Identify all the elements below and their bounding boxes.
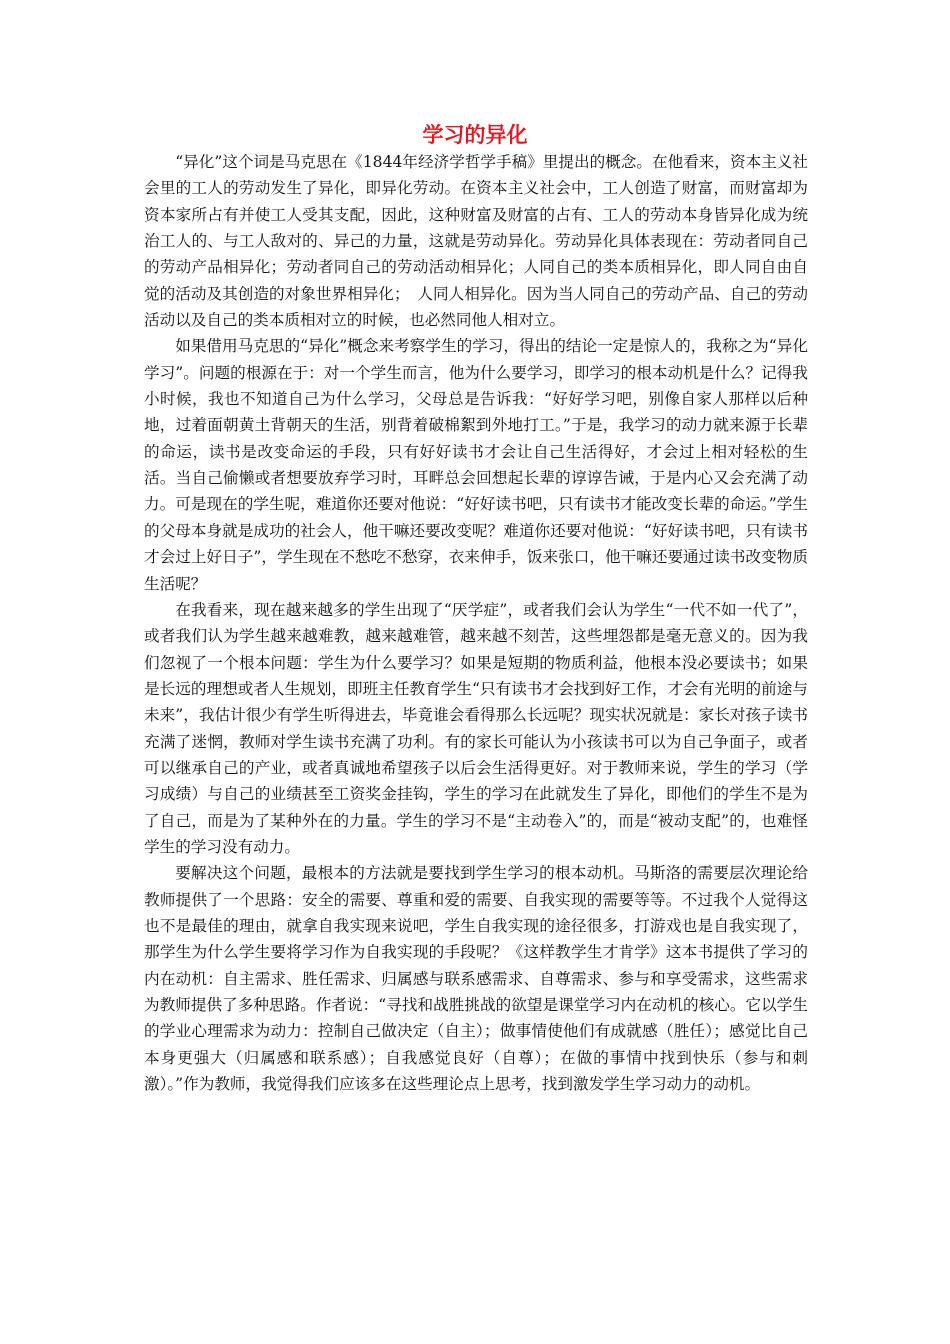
paragraph: 要解决这个问题，最根本的方法就是要找到学生学习的根本动机。马斯洛的需要层次理论给教师提供了一个思路：安全的需要、尊重和爱的需要、自我实现的需要等等。不过我个人觉得这也不是最佳的理由，就拿自我实现来说吧，学生自我实现的途径很多，打游戏也是自我实现了，那学生为什么学生要将学习作为自我实现的手段呢？《这样教学生才肯学》这本书提供了学习的内在动机：自主需求、胜任需求、归属感与联系感需求、自尊需求、参与和享受需求，这些需求为教师提供了多种思路。作者说：“寻找和战胜挑战的欲望是课堂学习内在动机的核心。它以学生的学业心理需求为动力：控制自己做决定（自主）；做事情使他们有成就感（胜任）；感觉比自己本身更强大（归属感和联系感）；自我感觉良好（自尊）；在做的事情中找到快乐（参与和刺激）。”作为教师，我觉得我们应该多在这些理论点上思考，找到激发学生学习动力的动机。 xyxy=(144,864,808,1094)
paragraph: 在我看来，现在越来越多的学生出现了“厌学症”，或者我们会认为学生“一代不如一代了”，或者我们认为学生越来越难教，越来越难管，越来越不刻苦，这些埋怨都是毫无意义的。因为我们忽视了一个根本问题：学生为什么要学习？如果是短期的物质利益，他根本没必要读书；如果是长远的理想或者人生规划，即班主任教育学生“只有读书才会找到好工作，才会有光明的前途与未来”，我估计很少有学生听得进去，毕竟谁会看得那么长远呢？现实状况就是：家长对孩子读书充满了迷惘，教师对学生读书充满了功利。有的家长可能认为小孩读书可以为自己争面子，或者可以继承自己的产业，或者真诚地希望孩子以后会生活得更好。对于教师来说，学生的学习（学习成绩）与自己的业绩甚至工资奖金挂钩，学生的学习在此就发生了异化，即他们的学生不是为了自己，而是为了某种外在的力量。学生的学习不是“主动卷入”的，而是“被动支配”的，也难怪学生的学习没有动力。 xyxy=(144,600,808,856)
paragraph: “异化”这个词是马克思在《1844年经济学哲学手稿》里提出的概念。在他看来，资本主义社会里的工人的劳动发生了异化，即异化劳动。在资本主义社会中，工人创造了财富，而财富却为资本家所占有并使工人受其支配，因此，这种财富及财富的占有、工人的劳动本身皆异化成为统治工人的、与工人敌对的、异己的力量，这就是劳动异化。劳动异化具体表现在：劳动者同自己的劳动产品相异化；劳动者同自己的劳动活动相异化；人同自己的类本质相异化，即人同自由自觉的活动及其创造的对象世界相异化； 人同人相异化。因为当人同自己的劳动产品、自己的劳动活动以及自己的类本质相对立的时候，也必然同他人相对立。 xyxy=(144,153,808,330)
document-body xyxy=(144,149,808,1097)
paragraph: 如果借用马克思的“异化”概念来考察学生的学习，得出的结论一定是惊人的，我称之为“异化学习”。问题的根源在于：对一个学生而言，他为什么要学习，即学习的根本动机是什么？记得我小时候，我也不知道自己为什么学习，父母总是告诉我：“好好学习吧，别像自家人那样以后种地，过着面朝黄土背朝天的生活，别背着破棉絮到外地打工。”于是，我学习的动力就来源于长辈的命运，读书是改变命运的手段，只有好好读书才会让自己生活得好，才会过上相对轻松的生活。当自己偷懒或者想要放弃学习时，耳畔总会回想起长辈的谆谆告诫，于是内心又会充满了动力。可是现在的学生呢，难道你还要对他说：“好好读书吧，只有读书才能改变长辈的命运。”学生的父母本身就是成功的社会人，他干嘛还要改变呢？难道你还要对他说：“好好读书吧，只有读书才会过上好日子”，学生现在不愁吃不愁穿，衣来伸手，饭来张口，他干嘛还要通过读书改变物质生活呢？ xyxy=(144,337,808,593)
document-title: 学习的异化 xyxy=(422,123,528,147)
